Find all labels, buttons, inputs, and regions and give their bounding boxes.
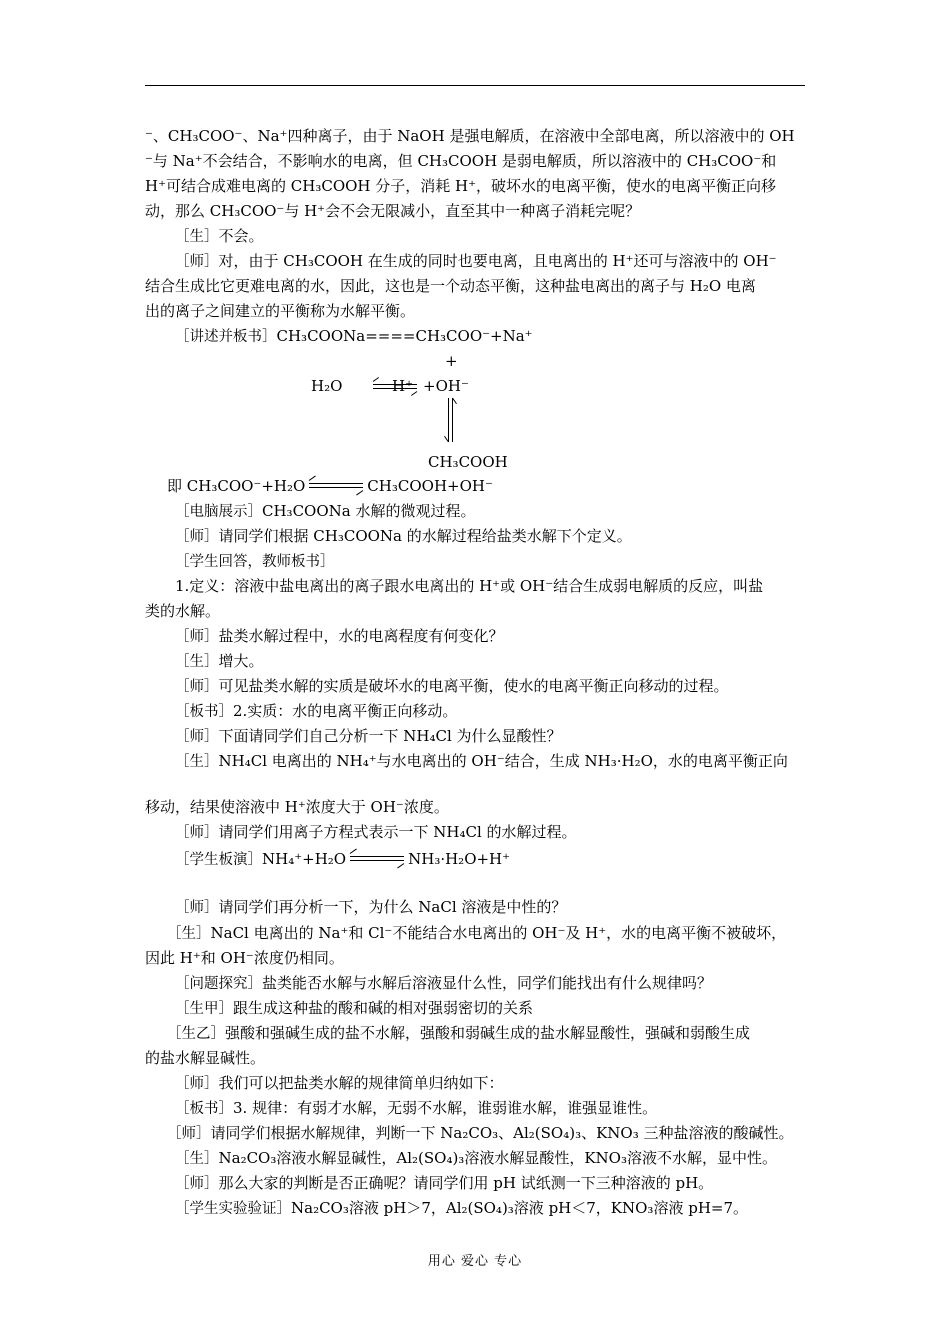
dialog-line	[145, 249, 837, 274]
text-line: 的盐水解显碱性。	[145, 1049, 266, 1067]
dialog-line	[145, 1021, 829, 1046]
speaker-tag: ［学生板演］	[175, 852, 262, 868]
dialog-text: 盐类能否水解与水解后溶液显什么性，同学们能找出有什么规律吗？	[262, 974, 713, 992]
dialog-line	[145, 674, 837, 699]
speaker-tag: ［板书］	[175, 704, 233, 720]
dialog-text: 请同学们根据水解规律，判断一下 Na₂CO₃、Al₂(SO₄)₃、KNO₃ 三种盐溶液的酸碱性。	[210, 1124, 794, 1142]
speaker-tag: ［师］	[175, 1176, 219, 1192]
text-line: 类的水解。	[145, 602, 221, 620]
dialog-line	[145, 1196, 837, 1221]
equation-text: CH₃COONa====CH₃COO⁻+Na⁺	[276, 327, 533, 345]
speaker-tag: ［师］	[175, 900, 219, 916]
text-line: 移动，结果使溶液中 H⁺浓度大于 OH⁻浓度。	[145, 798, 449, 816]
header-rule	[145, 85, 805, 86]
vertical-equilibrium-arrow	[445, 398, 457, 442]
speaker-tag: ［师］	[175, 729, 219, 745]
scheme-hplus: H⁺	[392, 377, 413, 395]
text-line: ⁻、CH₃COO⁻、Na⁺四种离子，由于 NaOH 是强电解质，在溶液中全部电离，所以溶液中的 OH	[145, 127, 795, 145]
dialog-text: 请同学们根据 CH₃COONa 的水解过程给盐类水解下个定义。	[218, 527, 632, 545]
dialog-line	[145, 699, 837, 724]
speaker-tag: ［板书］	[175, 1101, 233, 1117]
text-line: 动，那么 CH₃COO⁻与 H⁺会不会无限减小，直至其中一种离子消耗完呢？	[145, 202, 641, 220]
scheme-oh: +OH⁻	[423, 377, 469, 395]
dialog-text: CH₃COONa 水解的微观过程。	[262, 502, 476, 520]
equilibrium-arrow	[350, 853, 404, 865]
dialog-text: 那么大家的判断是否正确呢？请同学们用 pH 试纸测一下三种溶液的 pH。	[218, 1174, 714, 1192]
dialog-line	[145, 1171, 837, 1196]
equation-left: NH₄⁺+H₂O	[262, 850, 347, 868]
dialog-text: 请同学们用离子方程式表示一下 NH₄Cl 的水解过程。	[218, 823, 577, 841]
dialog-text: 跟生成这种盐的酸和碱的相对强弱密切的关系	[233, 999, 534, 1017]
page-footer: 用心 爱心 专心	[427, 1254, 523, 1269]
dialog-line	[145, 820, 837, 845]
dialog-text: 3. 规律：有弱才水解，无弱不水解，谁弱谁水解，谁强显谁性。	[233, 1099, 658, 1117]
speaker-tag: ［学生实验验证］	[175, 1201, 291, 1217]
equation-line	[145, 847, 837, 872]
speaker-tag: ［师］	[175, 629, 219, 645]
text-line: 出的离子之间建立的平衡称为水解平衡。	[145, 302, 416, 320]
scheme-ch3cooh: CH₃COOH	[428, 453, 508, 471]
equation-left: 即 CH₃COO⁻+H₂O	[167, 477, 306, 495]
speaker-tag: ［师］	[167, 1126, 211, 1142]
speaker-tag: ［师］	[175, 825, 219, 841]
dialog-line	[145, 324, 837, 349]
speaker-tag: ［电脑展示］	[175, 504, 262, 520]
speaker-tag: ［师］	[175, 1076, 219, 1092]
equilibrium-arrow	[309, 480, 363, 492]
dialog-line	[145, 1071, 837, 1096]
speaker-tag: ［生乙］	[167, 1026, 225, 1042]
dialog-text: 2.实质：水的电离平衡正向移动。	[233, 702, 458, 720]
dialog-line	[145, 1096, 837, 1121]
dialog-line	[145, 895, 837, 920]
dialog-line	[145, 1146, 837, 1171]
dialog-line	[145, 1121, 829, 1146]
dialog-text: 请同学们再分析一下，为什么 NaCl 溶液是中性的？	[218, 898, 567, 916]
speaker-tag: ［生］	[175, 229, 219, 245]
speaker-tag: ［生］	[175, 754, 219, 770]
dialog-line	[145, 224, 837, 249]
text-line: H⁺可结合成难电离的 CH₃COOH 分子，消耗 H⁺，破坏水的电离平衡，使水的电离平衡正向移	[145, 177, 777, 195]
text-line: 结合生成比它更难电离的水，因此，这也是一个动态平衡，这种盐电离出的离子与 H₂O 电离	[145, 277, 756, 295]
dialog-text: 不会。	[218, 227, 264, 245]
dialog-text: Na₂CO₃溶液水解显碱性，Al₂(SO₄)₃溶液水解显酸性，KNO₃溶液不水解，显中性。	[218, 1149, 777, 1167]
dialog-line	[145, 624, 837, 649]
speaker-tag: ［生甲］	[175, 1001, 233, 1017]
dialog-text: 下面请同学们自己分析一下 NH₄Cl 为什么显酸性？	[218, 727, 562, 745]
text-line: ⁻与 Na⁺不会结合，不影响水的电离，但 CH₃COOH 是弱电解质，所以溶液中的 CH₃COO⁻和	[145, 152, 777, 170]
dialog-line	[145, 921, 829, 946]
equation-right: NH₃·H₂O+H⁺	[408, 850, 511, 868]
text-line: 1.定义：溶液中盐电离出的离子跟水电离出的 H⁺或 OH⁻结合生成弱电解质的反应，叫盐	[175, 577, 764, 595]
speaker-tag: ［师］	[175, 529, 219, 545]
speaker-tag: ［讲述并板书］	[175, 329, 277, 345]
dialog-text: NaCl 电离出的 Na⁺和 Cl⁻不能结合水电离出的 OH⁻及 H⁺，水的电离平衡不被破坏，	[210, 924, 787, 942]
dialog-line	[145, 971, 837, 996]
dialog-text: 对，由于 CH₃COOH 在生成的同时也要电离，且电离出的 H⁺还可与溶液中的 OH⁻	[218, 252, 777, 270]
dialog-text: Na₂CO₃溶液 pH＞7，Al₂(SO₄)₃溶液 pH＜7，KNO₃溶液 pH=7。	[291, 1199, 749, 1217]
dialog-text: 强酸和强碱生成的盐不水解，强酸和弱碱生成的盐水解显酸性，强碱和弱酸生成	[225, 1024, 751, 1042]
dialog-line	[145, 524, 837, 549]
text-line: 因此 H⁺和 OH⁻浓度仍相同。	[145, 949, 344, 967]
dialog-text: 可见盐类水解的实质是破坏水的电离平衡，使水的电离平衡正向移动的过程。	[218, 677, 729, 695]
dialog-line	[145, 549, 837, 574]
equation-line	[145, 474, 829, 498]
dialog-line	[145, 724, 837, 749]
dialog-line	[145, 996, 837, 1021]
dialog-line	[145, 649, 837, 674]
equation-right: CH₃COOH+OH⁻	[367, 477, 493, 495]
speaker-tag: ［学生回答，教师板书］	[175, 554, 335, 570]
scheme-h2o: H₂O	[311, 377, 343, 395]
speaker-tag: ［生］	[175, 654, 219, 670]
dialog-text: NH₄Cl 电离出的 NH₄⁺与水电离出的 OH⁻结合，生成 NH₃·H₂O，水的电离平衡正向	[218, 752, 788, 770]
dialog-line	[145, 499, 837, 524]
speaker-tag: ［师］	[175, 679, 219, 695]
dialog-text: 盐类水解过程中，水的电离程度有何变化？	[218, 627, 504, 645]
speaker-tag: ［生］	[167, 926, 211, 942]
speaker-tag: ［师］	[175, 254, 219, 270]
scheme-plus: +	[445, 352, 458, 370]
speaker-tag: ［问题探究］	[175, 976, 262, 992]
dialog-text: 我们可以把盐类水解的规律简单归纳如下：	[218, 1074, 504, 1092]
dialog-text: 增大。	[218, 652, 264, 670]
speaker-tag: ［生］	[175, 1151, 219, 1167]
dialog-line	[145, 749, 837, 774]
